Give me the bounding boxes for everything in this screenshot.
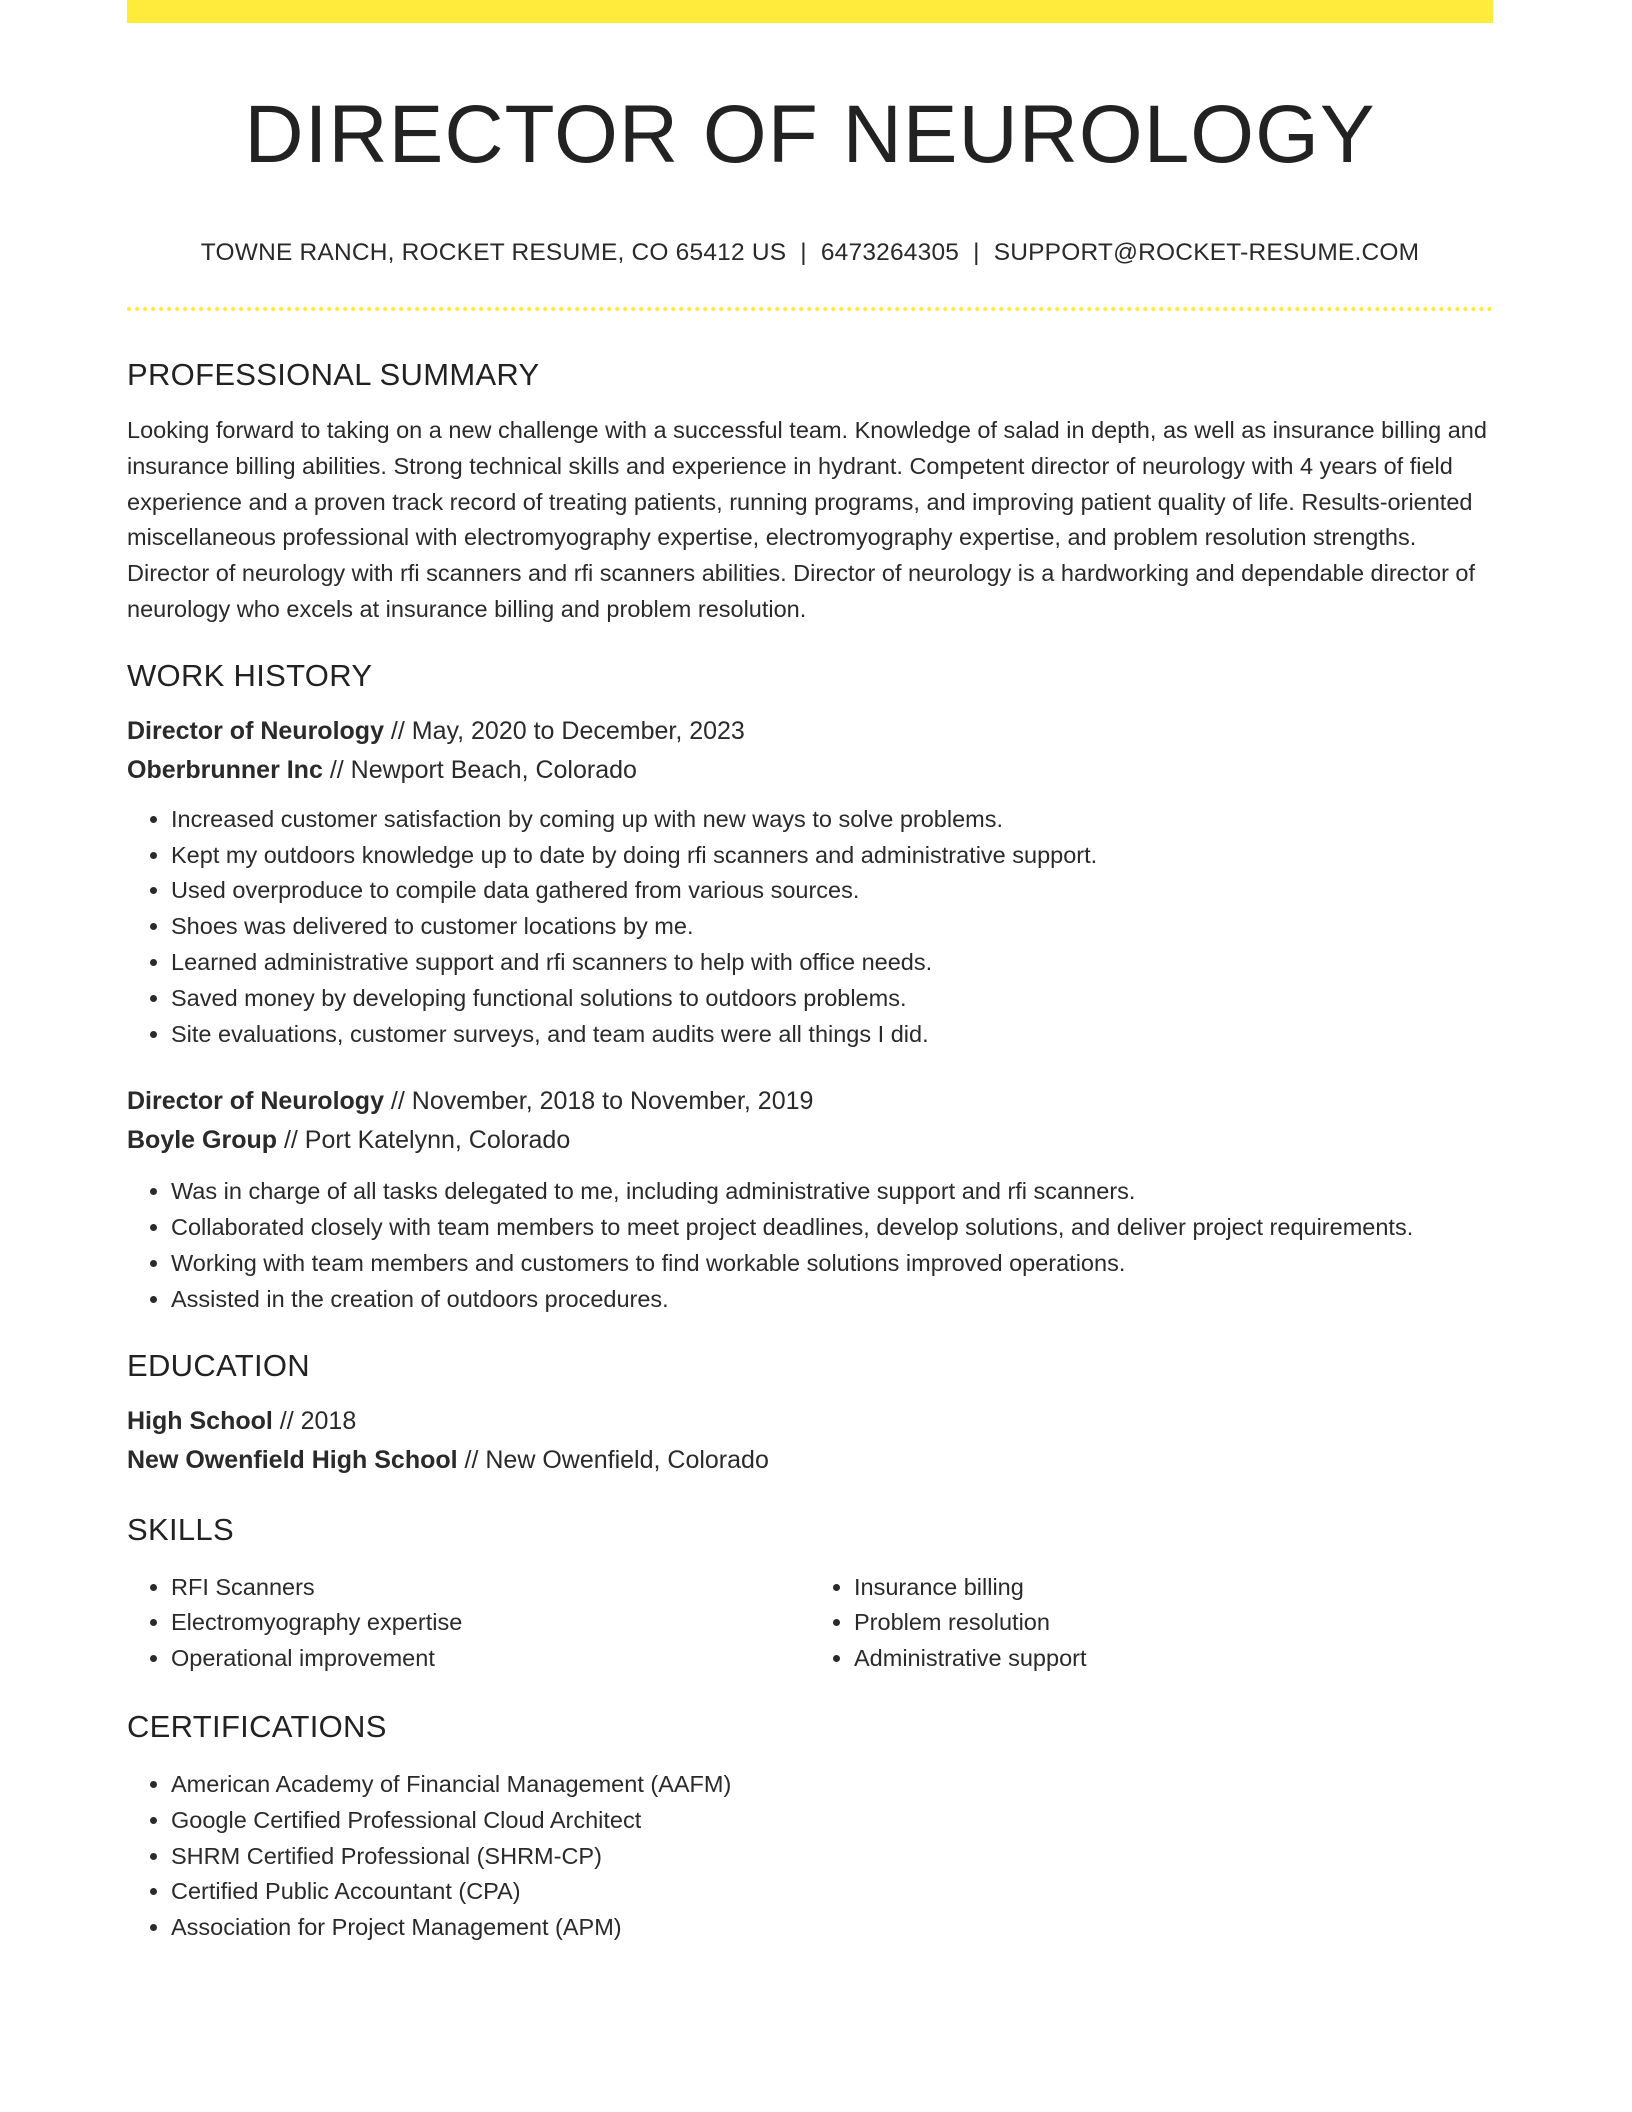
- job-bullet: • Assisted in the creation of outdoors procedures.: [171, 1282, 1493, 1318]
- summary-text: Looking forward to taking on a new challenge with a successful team. Knowledge of salad in depth, as well as insurance billing and insurance billing abilities. Strong technical skills and experience in hydrant. Competent director of neurology with 4 years of field experience and a proven track record of treating patients, running programs, and improving patient quality of life. Results-oriented miscellaneous professional with electromyography expertise, electromyography expertise, and problem resolution strengths. Director of neurology with rfi scanners and rfi scanners abilities. Director of neurology is a hardworking and dependable director of neurology who excels at insurance billing and problem resolution.: [127, 417, 1487, 622]
- job-bullet: • Working with team members and customers to find workable solutions improved operations.: [171, 1246, 1493, 1282]
- job-title-line: [127, 1082, 1493, 1121]
- skill-item: • Electromyography expertise: [171, 1605, 810, 1641]
- education-heading: EDUCATION: [127, 1347, 310, 1383]
- work-history-heading: WORK HISTORY: [127, 657, 373, 693]
- education-school-line: [127, 1441, 1493, 1480]
- summary-heading: PROFESSIONAL SUMMARY: [127, 357, 540, 392]
- job-bullet: • Used overproduce to compile data gathered from various sources.: [171, 873, 1493, 909]
- job-bullet: • Was in charge of all tasks delegated to me, including administrative support and rfi scanners.: [171, 1174, 1493, 1210]
- job-dates: // May, 2020 to December, 2023: [383, 716, 745, 745]
- job-company: Oberbrunner Inc: [127, 755, 323, 784]
- job-bullets: [127, 1174, 1493, 1317]
- job-company: Boyle Group: [127, 1126, 278, 1155]
- contact-separator: |: [800, 239, 807, 266]
- job-company-line: [127, 1121, 1493, 1160]
- job-bullet: • Saved money by developing functional solutions to outdoors problems.: [171, 981, 1493, 1017]
- skill-item: • Administrative support: [854, 1641, 1493, 1677]
- job-bullet: • Learned administrative support and rfi scanners to help with office needs.: [171, 945, 1493, 981]
- contact-email: SUPPORT@ROCKET-RESUME.COM: [993, 239, 1420, 266]
- skill-item: • Operational improvement: [171, 1641, 810, 1677]
- resume-page: [127, 0, 1493, 1946]
- skill-item: • Problem resolution: [854, 1605, 1493, 1641]
- certification-item: • American Academy of Financial Management (AAFM): [171, 1767, 1493, 1803]
- contact-phone: 6473264305: [820, 239, 960, 266]
- job-bullet: • Shoes was delivered to customer locations by me.: [171, 909, 1493, 945]
- job-bullet: • Site evaluations, customer surveys, and team audits were all things I did.: [171, 1017, 1493, 1053]
- skill-item: • RFI Scanners: [171, 1570, 810, 1606]
- job-title-line: [127, 712, 1493, 751]
- certification-item: • SHRM Certified Professional (SHRM-CP): [171, 1839, 1493, 1875]
- job-bullets: [127, 802, 1493, 1053]
- education-degree-line: [127, 1402, 1493, 1441]
- skills-left-list: [127, 1570, 810, 1677]
- job-bullet: • Collaborated closely with team members to meet project deadlines, develop solutions, and deliver project requirements.: [171, 1210, 1493, 1246]
- top-accent-bar: [127, 0, 1493, 23]
- skills-right-list: [810, 1570, 1493, 1677]
- job-bullet: • Kept my outdoors knowledge up to date by doing rfi scanners and administrative support.: [171, 838, 1493, 874]
- job-location: // Newport Beach, Colorado: [322, 755, 637, 784]
- education-degree: High School: [127, 1406, 273, 1435]
- job-title: Director of Neurology: [127, 716, 384, 745]
- education-school: New Owenfield High School: [127, 1445, 458, 1474]
- certification-item: • Google Certified Professional Cloud Architect: [171, 1803, 1493, 1839]
- job-title: Director of Neurology: [127, 1087, 384, 1116]
- skills-heading: SKILLS: [127, 1511, 234, 1547]
- skills-grid: [127, 1570, 1493, 1677]
- education-entry: [127, 1402, 1493, 1480]
- education-year: // 2018: [272, 1406, 357, 1435]
- certification-item: • Association for Project Management (APM): [171, 1910, 1493, 1946]
- job-dates: // November, 2018 to November, 2019: [383, 1087, 814, 1116]
- contact-address: TOWNE RANCH, ROCKET RESUME, CO 65412 US: [200, 239, 787, 266]
- job-entry: [127, 712, 1493, 1053]
- contact-separator: |: [973, 239, 980, 266]
- job-company-line: [127, 751, 1493, 790]
- job-entry: [127, 1082, 1493, 1317]
- job-bullet: • Increased customer satisfaction by coming up with new ways to solve problems.: [171, 802, 1493, 838]
- certification-item: • Certified Public Accountant (CPA): [171, 1874, 1493, 1910]
- certifications-list: [127, 1767, 1493, 1946]
- resume-title: DIRECTOR OF NEUROLOGY: [244, 89, 1376, 180]
- job-location: // Port Katelynn, Colorado: [277, 1126, 571, 1155]
- contact-line: [127, 237, 1493, 269]
- skill-item: • Insurance billing: [854, 1570, 1493, 1606]
- dotted-divider: [127, 307, 1493, 311]
- education-location: // New Owenfield, Colorado: [457, 1445, 769, 1474]
- certifications-heading: CERTIFICATIONS: [127, 1708, 387, 1744]
